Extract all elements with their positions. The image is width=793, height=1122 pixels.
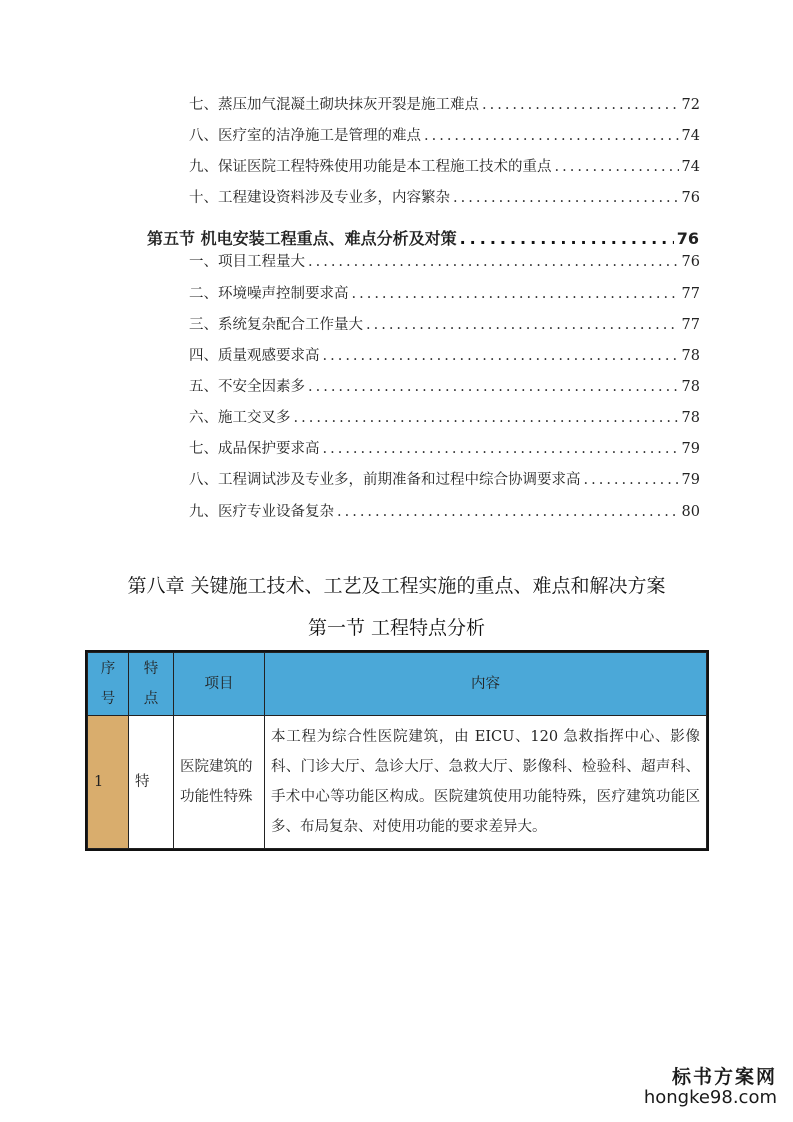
toc-entry[interactable] — [189, 346, 700, 366]
watermark-url: hongke98.com — [643, 1087, 777, 1108]
toc-entry-text: 三、系统复杂配合工作量大 — [189, 317, 363, 333]
toc-page-number: 79 — [681, 441, 700, 457]
toc-leader — [323, 346, 679, 366]
toc-leader — [555, 157, 679, 177]
toc-page-number: 78 — [681, 379, 700, 395]
toc-page-number: 79 — [681, 472, 700, 488]
cell-content: 本工程为综合性医院建筑，由 EICU、120 急救指挥中心、影像科、门诊大厅、急诊大厅、急救大厅、影像科、检验科、超声科、手术中心等功能区构成。医院建筑使用功能特殊，医疗建筑功能区多、布局复杂、对使用功能的要求差异大。 — [265, 716, 707, 849]
toc-entry-text: 十、工程建设资料涉及专业多，内容繁杂 — [189, 190, 450, 206]
toc-entry[interactable] — [189, 470, 700, 490]
toc-leader — [366, 315, 679, 335]
table-row — [88, 716, 707, 849]
toc-page-number: 76 — [681, 254, 700, 270]
toc-entry-text: 八、工程调试涉及专业多，前期准备和过程中综合协调要求高 — [189, 472, 581, 488]
toc-entry-text: 九、保证医院工程特殊使用功能是本工程施工技术的重点 — [189, 159, 552, 175]
toc-entry-text: 九、医疗专业设备复杂 — [189, 504, 334, 520]
toc-entry-text: 七、蒸压加气混凝土砌块抹灰开裂是施工难点 — [189, 97, 479, 113]
cell-item: 医院建筑的功能性特殊 — [174, 716, 265, 849]
chapter-title: 第八章 关键施工技术、工艺及工程实施的重点、难点和解决方案 — [127, 575, 666, 597]
toc-section-text: 第五节 机电安装工程重点、难点分析及对策 — [147, 229, 457, 248]
toc-entry[interactable] — [189, 315, 700, 335]
toc-page-number: 76 — [681, 190, 700, 206]
toc-leader — [323, 439, 679, 459]
toc-leader — [294, 408, 679, 428]
toc-leader — [424, 126, 679, 146]
toc-leader — [352, 284, 679, 304]
toc-leader — [453, 188, 679, 208]
toc-leader — [584, 470, 679, 490]
toc-page-number: 80 — [681, 504, 700, 520]
toc-entry-text: 二、环境噪声控制要求高 — [189, 286, 349, 302]
toc-leader — [460, 229, 674, 249]
toc-entry[interactable] — [189, 188, 700, 208]
section-title: 第一节 工程特点分析 — [307, 617, 486, 639]
toc-entry[interactable] — [189, 502, 700, 522]
toc-leader — [482, 95, 679, 115]
toc-entry[interactable] — [189, 157, 700, 177]
toc-entry[interactable] — [189, 126, 700, 146]
toc-entry[interactable] — [189, 95, 700, 115]
toc-leader — [337, 502, 679, 522]
toc-page-number: 74 — [681, 159, 700, 175]
feature-table — [87, 652, 707, 849]
toc-page-number: 78 — [681, 410, 700, 426]
toc-leader — [308, 252, 679, 272]
toc-section-entry[interactable] — [147, 229, 699, 249]
toc-entry[interactable] — [189, 377, 700, 397]
toc-page-number: 77 — [681, 317, 700, 333]
toc-entry-text: 五、不安全因素多 — [189, 379, 305, 395]
toc-entry-text: 六、施工交叉多 — [189, 410, 291, 426]
toc-entry-text: 七、成品保护要求高 — [189, 441, 320, 457]
cell-feature: 特 — [129, 716, 174, 849]
header-num: 序号 — [88, 653, 129, 716]
table-header-row — [88, 653, 707, 716]
toc-page-number: 78 — [681, 348, 700, 364]
toc-leader — [308, 377, 679, 397]
header-content: 内容 — [265, 653, 707, 716]
toc-entry-text: 四、质量观感要求高 — [189, 348, 320, 364]
watermark — [644, 1062, 777, 1108]
toc-entry-text: 八、医疗室的洁净施工是管理的难点 — [189, 128, 421, 144]
watermark-name: 标书方案网 — [671, 1066, 777, 1088]
toc-page-number: 72 — [681, 97, 700, 113]
toc-entry[interactable] — [189, 252, 700, 272]
toc-entry-text: 一、项目工程量大 — [189, 254, 305, 270]
toc-entry[interactable] — [189, 408, 700, 428]
toc-entry[interactable] — [189, 284, 700, 304]
toc-page-number: 77 — [681, 286, 700, 302]
toc-page-number: 76 — [676, 229, 699, 248]
toc-page-number: 74 — [681, 128, 700, 144]
toc-entry[interactable] — [189, 439, 700, 459]
header-feature: 特点 — [129, 653, 174, 716]
cell-num: 1 — [88, 716, 129, 849]
header-item: 项目 — [174, 653, 265, 716]
